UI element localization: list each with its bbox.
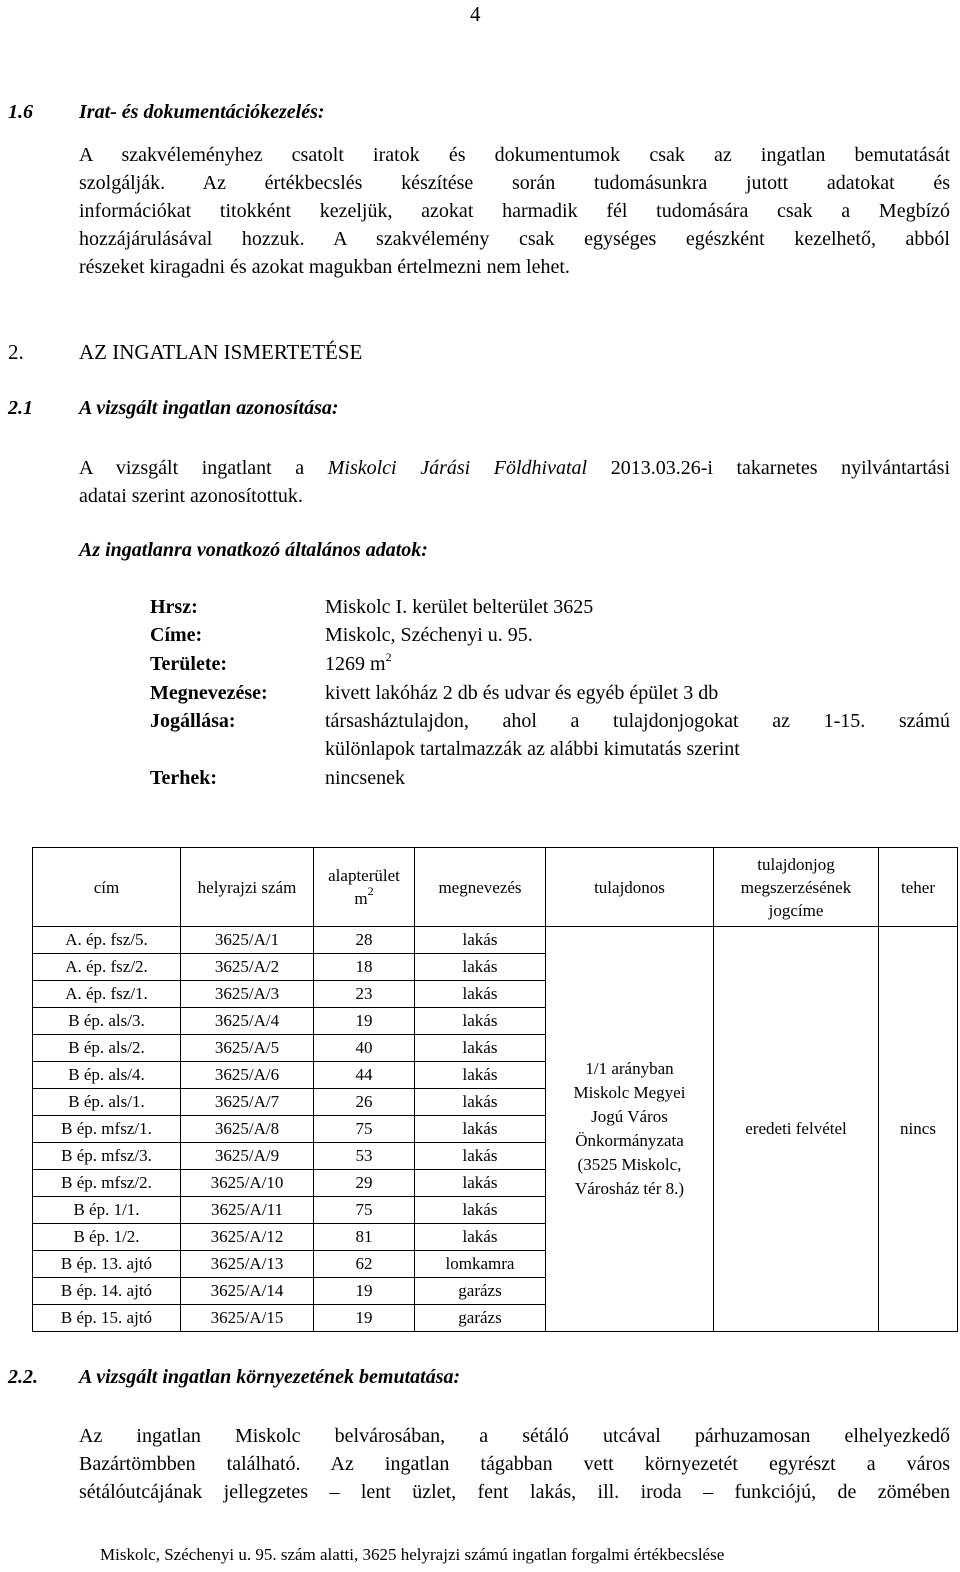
col-header-teher: teher: [879, 848, 958, 927]
cell-megnevezes: lakás: [415, 1062, 546, 1089]
cell-cim: B ép. 1/1.: [33, 1197, 181, 1224]
cell-cim: B ép. mfsz/1.: [33, 1116, 181, 1143]
text-line: részeket kiragadni és azokat magukban értelmezni nem lehet.: [79, 256, 570, 278]
cell-hrsz: 3625/A/3: [181, 981, 314, 1008]
col-header-cim: cím: [33, 848, 181, 927]
cell-hrsz: 3625/A/9: [181, 1143, 314, 1170]
cell-hrsz: 3625/A/4: [181, 1008, 314, 1035]
cell-hrsz: 3625/A/10: [181, 1170, 314, 1197]
info-row-megnevezes: [150, 679, 950, 707]
owner-line: Önkormányzata: [575, 1131, 684, 1150]
text-line: A szakvéleményhez csatolt iratok és dokumentumok csak az ingatlan bemutatását: [79, 144, 950, 166]
cell-hrsz: 3625/A/15: [181, 1305, 314, 1332]
cell-megnevezes: lakás: [415, 1035, 546, 1062]
cell-megnevezes: lakás: [415, 1170, 546, 1197]
cell-megnevezes: garázs: [415, 1305, 546, 1332]
unit-register-table: [32, 847, 958, 1332]
text-line: információkat titokként kezeljük, azokat harmadik fél tudomására csak a Megbízó: [79, 200, 950, 222]
info-row-jogallas: [150, 707, 950, 735]
cell-area: 18: [314, 954, 415, 981]
cell-hrsz: 3625/A/2: [181, 954, 314, 981]
text-line: szolgálják. Az értékbecslés készítése során tudomásunkra jutott adatokat és: [79, 172, 950, 194]
section-2-2-title: A vizsgált ingatlan környezetének bemutatása:: [79, 1366, 461, 1388]
cell-hrsz: 3625/A/12: [181, 1224, 314, 1251]
page-footer: Miskolc, Széchenyi u. 95. szám alatti, 3625 helyrajzi számú ingatlan forgalmi értékbecslése: [100, 1545, 725, 1564]
cell-area: 19: [314, 1008, 415, 1035]
cell-area: 28: [314, 927, 415, 954]
cell-area: 75: [314, 1197, 415, 1224]
table-row: [33, 927, 958, 954]
cell-hrsz: 3625/A/11: [181, 1197, 314, 1224]
info-label: Címe:: [150, 624, 203, 646]
cell-cim: B ép. 1/2.: [33, 1224, 181, 1251]
cell-megnevezes: lakás: [415, 1224, 546, 1251]
cell-area: 40: [314, 1035, 415, 1062]
cell-cim: B ép. als/2.: [33, 1035, 181, 1062]
info-value: 1269 $m^2$: [325, 650, 392, 675]
cell-hrsz: 3625/A/1: [181, 927, 314, 954]
text-line: A vizsgált ingatlant a Miskolci Járási Földhivatal 2013.03.26-i takarnetes nyilvántartási: [79, 457, 951, 479]
section-2-1-body: [79, 454, 950, 510]
cell-hrsz: 3625/A/7: [181, 1089, 314, 1116]
cell-megnevezes: lomkamra: [415, 1251, 546, 1278]
section-1-6-title: Irat- és dokumentációkezelés:: [79, 101, 325, 123]
section-2-title: AZ INGATLAN ISMERTETÉSE: [79, 340, 363, 364]
owner-line: Jogú Város: [591, 1107, 668, 1126]
info-row-jogallas-cont: [150, 735, 950, 763]
page-number: 4: [470, 2, 481, 26]
info-label: Hrsz:: [150, 596, 198, 618]
cell-area: 53: [314, 1143, 415, 1170]
section-2-2-number: 2.2.: [8, 1366, 38, 1388]
info-value: különlapok tartalmazzák az alábbi kimutatás szerint: [325, 738, 740, 760]
info-value: kivett lakóház 2 db és udvar és egyéb épület 3 db: [325, 682, 719, 704]
owner-line: Városház tér 8.): [574, 1179, 685, 1198]
cell-megnevezes: lakás: [415, 1116, 546, 1143]
col-header-jogcim: tulajdonjog megszerzésének jogcíme: [714, 848, 879, 927]
text-line: Bazártömbben található. Az ingatlan tágabban vett környezetét egyrészt a város: [79, 1453, 950, 1475]
info-value: Miskolc I. kerület belterület 3625: [325, 596, 594, 618]
cell-cim: B ép. als/3.: [33, 1008, 181, 1035]
info-label: Megnevezése:: [150, 682, 268, 704]
cell-cim: B ép. 13. ajtó: [33, 1251, 181, 1278]
cell-cim: A. ép. fsz/2.: [33, 954, 181, 981]
info-value: társasháztulajdon, ahol a tulajdonjogokat az 1-15. számú: [325, 710, 950, 732]
land-office-name: Miskolci Járási Földhivatal: [327, 457, 588, 479]
cell-megnevezes: lakás: [415, 927, 546, 954]
info-label: Terhek:: [150, 767, 218, 789]
info-label: Jogállása:: [150, 710, 236, 732]
info-value: nincsenek: [325, 767, 405, 789]
cell-megnevezes: lakás: [415, 1143, 546, 1170]
cell-cim: B ép. mfsz/2.: [33, 1170, 181, 1197]
cell-hrsz: 3625/A/14: [181, 1278, 314, 1305]
text-line: Az ingatlan Miskolc belvárosában, a sétáló utcával párhuzamosan elhelyezkedő: [79, 1425, 950, 1447]
owner-line: (3525 Miskolc,: [577, 1155, 682, 1174]
info-label: Területe:: [150, 653, 228, 675]
section-2-number: 2.: [8, 340, 24, 364]
cell-megnevezes: garázs: [415, 1278, 546, 1305]
info-row-hrsz: [150, 593, 950, 621]
general-data-heading: Az ingatlanra vonatkozó általános adatok:: [79, 539, 428, 561]
cell-cim: B ép. als/4.: [33, 1062, 181, 1089]
cell-area: 23: [314, 981, 415, 1008]
cell-cim: B ép. 15. ajtó: [33, 1305, 181, 1332]
cell-area: 19: [314, 1278, 415, 1305]
cell-area: 26: [314, 1089, 415, 1116]
cell-megnevezes: lakás: [415, 954, 546, 981]
section-1-6-number: 1.6: [8, 101, 33, 123]
cell-tulajdonos: [546, 927, 714, 1332]
text-line: hozzájárulásával hozzuk. A szakvélemény csak egységes egészként kezelhető, abból: [79, 228, 950, 250]
cell-cim: A. ép. fsz/5.: [33, 927, 181, 954]
cell-area: 29: [314, 1170, 415, 1197]
cell-area: 81: [314, 1224, 415, 1251]
cell-teher: nincs: [879, 927, 958, 1332]
owner-line: Miskolc Megyei: [573, 1083, 686, 1102]
cell-area: 19: [314, 1305, 415, 1332]
cell-hrsz: 3625/A/8: [181, 1116, 314, 1143]
text-line: adatai szerint azonosítottuk.: [79, 485, 303, 507]
section-2-2-body: [79, 1422, 950, 1506]
cell-hrsz: 3625/A/5: [181, 1035, 314, 1062]
section-2-1-number: 2.1: [8, 397, 33, 419]
cell-megnevezes: lakás: [415, 1008, 546, 1035]
cell-cim: B ép. als/1.: [33, 1089, 181, 1116]
info-value: Miskolc, Széchenyi u. 95.: [325, 624, 533, 646]
table-header-row: [33, 848, 958, 927]
cell-cim: A. ép. fsz/1.: [33, 981, 181, 1008]
cell-jogcim: eredeti felvétel: [714, 927, 879, 1332]
col-header-tulajdonos: tulajdonos: [546, 848, 714, 927]
cell-cim: B ép. mfsz/3.: [33, 1143, 181, 1170]
cell-hrsz: 3625/A/13: [181, 1251, 314, 1278]
cell-area: 62: [314, 1251, 415, 1278]
cell-cim: B ép. 14. ajtó: [33, 1278, 181, 1305]
info-row-cime: [150, 621, 950, 649]
section-2-1-title: A vizsgált ingatlan azonosítása:: [79, 397, 339, 419]
info-row-terulet: [150, 650, 950, 678]
info-row-terhek: [150, 764, 950, 792]
text-line: sétálóutcájának jellegzetes – lent üzlet, fent lakás, ill. iroda – funkciójú, de zömében: [79, 1481, 950, 1503]
col-header-hrsz: helyrajzi szám: [181, 848, 314, 927]
cell-hrsz: 3625/A/6: [181, 1062, 314, 1089]
cell-area: 44: [314, 1062, 415, 1089]
section-1-6-body: [79, 141, 950, 281]
col-header-megnevezes: megnevezés: [415, 848, 546, 927]
cell-megnevezes: lakás: [415, 1197, 546, 1224]
cell-area: 75: [314, 1116, 415, 1143]
col-header-area: alapterület $m^2$: [314, 848, 415, 927]
owner-line: 1/1 arányban: [585, 1059, 674, 1078]
cell-megnevezes: lakás: [415, 981, 546, 1008]
cell-megnevezes: lakás: [415, 1089, 546, 1116]
